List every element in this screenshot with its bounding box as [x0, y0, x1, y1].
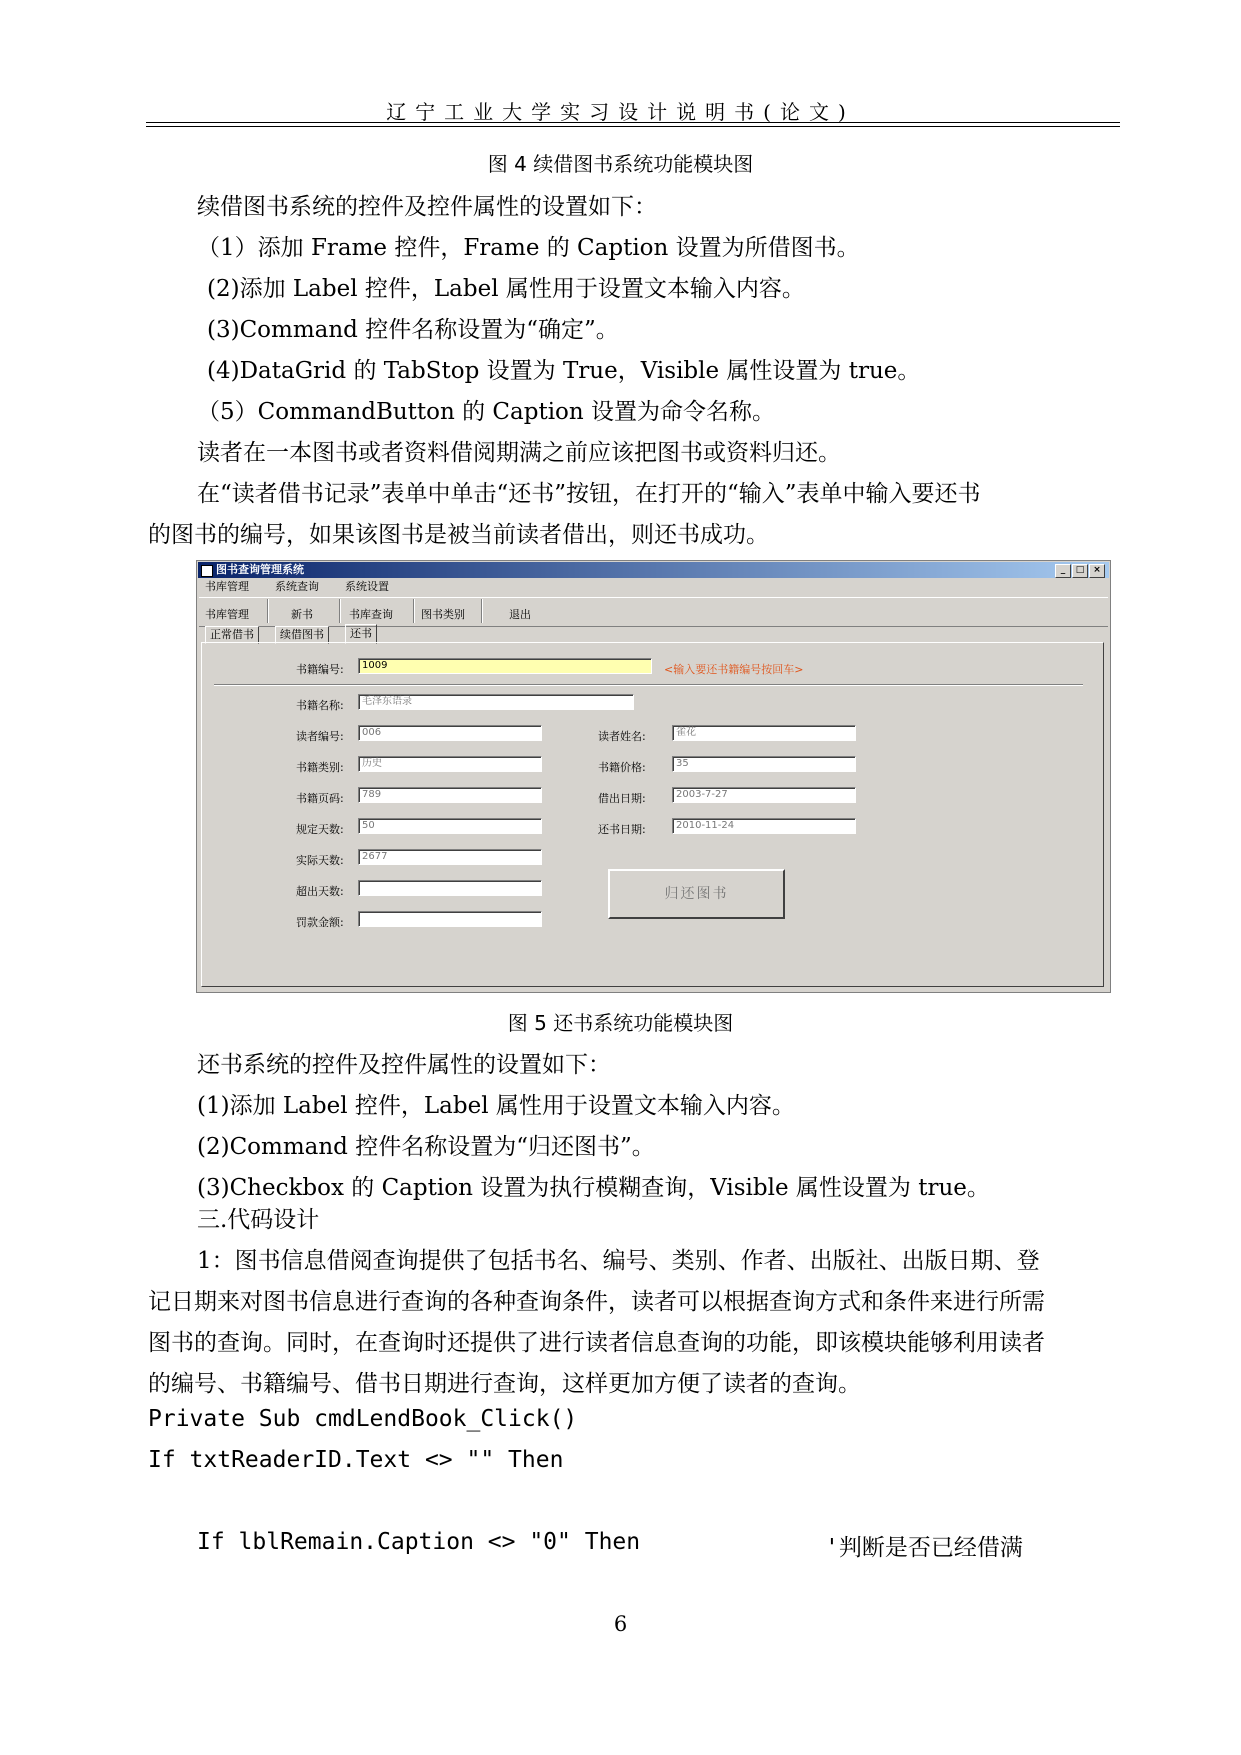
menu-system-settings[interactable]: 系统设置 — [345, 580, 389, 593]
code-section-heading: 三.代码设计 — [197, 1207, 320, 1233]
overdue-days-label: 超出天数: — [296, 885, 344, 898]
book-pages-field[interactable]: 789 — [358, 787, 542, 803]
toolbar-category-button[interactable]: 图书类别 — [421, 608, 465, 621]
code-line-2: If txtReaderID.Text <> "" Then — [148, 1447, 564, 1473]
fine-amount-field[interactable] — [358, 911, 542, 927]
tab-normal-borrow[interactable]: 正常借书 — [205, 626, 259, 644]
app-title: 图书查询管理系统 — [216, 563, 304, 576]
borrow-date-label: 借出日期: — [598, 792, 646, 805]
reader-no-label: 读者编号: — [296, 730, 344, 743]
book-no-hint: <输入要还书籍编号按回车> — [664, 663, 804, 676]
renew-item-3: (3)Command 控件名称设置为“确定”。 — [207, 317, 619, 343]
tab-renew[interactable]: 续借图书 — [275, 626, 329, 644]
toolbar-separator — [413, 599, 415, 623]
toolbar-book-query-button[interactable]: 书库查询 — [349, 608, 393, 621]
reader-name-field[interactable]: 雀花 — [672, 725, 856, 741]
required-days-field[interactable]: 50 — [358, 818, 542, 834]
renew-item-1: （1）添加 Frame 控件，Frame 的 Caption 设置为所借图书。 — [197, 235, 860, 261]
return-date-field[interactable]: 2010-11-24 — [672, 818, 856, 834]
return-item-3: (3)Checkbox 的 Caption 设置为执行模糊查询，Visible 属性设置为 true。 — [197, 1175, 990, 1201]
code-para-line-1: 1：图书信息借阅查询提供了包括书名、编号、类别、作者、出版社、出版日期、登 — [197, 1248, 1040, 1274]
reader-no-field[interactable]: 006 — [358, 725, 542, 741]
return-para-2-line-2: 的图书的编号，如果该图书是被当前读者借出，则还书成功。 — [148, 522, 769, 548]
code-comment: '判断是否已经借满 — [825, 1535, 1023, 1561]
book-no-label: 书籍编号: — [296, 663, 344, 676]
toolbar-separator — [267, 599, 269, 623]
return-para-1: 读者在一本图书或者资料借阅期满之前应该把图书或资料归还。 — [197, 440, 841, 466]
toolbar-exit-button[interactable]: 退出 — [509, 608, 531, 621]
code-line-3: If lblRemain.Caption <> "0" Then — [197, 1529, 641, 1555]
running-header: 辽宁工业大学实习设计说明书(论文) — [386, 100, 855, 124]
app-screenshot-window — [196, 560, 1111, 993]
book-no-input[interactable]: 1009 — [358, 658, 652, 674]
maximize-icon[interactable]: □ — [1072, 564, 1088, 578]
return-item-2: (2)Command 控件名称设置为“归还图书”。 — [197, 1134, 655, 1160]
book-name-field[interactable]: 毛泽东语录 — [358, 694, 634, 710]
toolbar — [199, 597, 1108, 627]
code-para-line-4: 的编号、书籍编号、借书日期进行查询，这样更加方便了读者的查询。 — [148, 1371, 861, 1397]
tab-return[interactable]: 还书 — [345, 624, 377, 644]
book-category-label: 书籍类别: — [296, 761, 344, 774]
code-para-line-2: 记日期来对图书信息进行查询的各种查询条件，读者可以根据查询方式和条件来进行所需 — [148, 1289, 1045, 1315]
menu-library[interactable]: 书库管理 — [205, 580, 249, 593]
actual-days-field[interactable]: 2677 — [358, 849, 542, 865]
return-para-2-line-1: 在“读者借书记录”表单中单击“还书”按钮，在打开的“输入”表单中输入要还书 — [197, 481, 981, 507]
borrow-date-field[interactable]: 2003-7-27 — [672, 787, 856, 803]
required-days-label: 规定天数: — [296, 823, 344, 836]
figure-4-caption: 图 4 续借图书系统功能模块图 — [487, 152, 754, 176]
panel-divider — [214, 684, 1083, 686]
figure-5-caption: 图 5 还书系统功能模块图 — [507, 1011, 734, 1035]
fine-amount-label: 罚款金额: — [296, 916, 344, 929]
toolbar-separator — [481, 599, 483, 623]
book-price-field[interactable]: 35 — [672, 756, 856, 772]
renew-item-2: (2)添加 Label 控件，Label 属性用于设置文本输入内容。 — [207, 276, 805, 302]
reader-name-label: 读者姓名: — [598, 730, 646, 743]
toolbar-separator — [339, 599, 341, 623]
close-icon[interactable]: × — [1089, 564, 1105, 578]
toolbar-new-book-button[interactable]: 新书 — [291, 608, 313, 621]
header-rule — [146, 122, 1120, 123]
code-para-line-3: 图书的查询。同时，在查询时还提供了进行读者信息查询的功能，即该模块能够利用读者 — [148, 1330, 1045, 1356]
book-pages-label: 书籍页码: — [296, 792, 344, 805]
return-intro: 还书系统的控件及控件属性的设置如下： — [197, 1052, 611, 1078]
menu-system-query[interactable]: 系统查询 — [275, 580, 319, 593]
toolbar-library-button[interactable]: 书库管理 — [205, 608, 249, 621]
app-icon — [201, 565, 213, 577]
code-line-1: Private Sub cmdLendBook_Click() — [148, 1406, 578, 1432]
overdue-days-field[interactable] — [358, 880, 542, 896]
renew-item-4: (4)DataGrid 的 TabStop 设置为 True，Visible 属性设置为 true。 — [207, 358, 921, 384]
header-rule-thin — [146, 126, 1120, 127]
return-panel — [201, 642, 1104, 987]
renew-item-5: （5）CommandButton 的 Caption 设置为命令名称。 — [197, 399, 776, 425]
page-number: 6 — [613, 1612, 628, 1636]
book-price-label: 书籍价格: — [598, 761, 646, 774]
actual-days-label: 实际天数: — [296, 854, 344, 867]
return-item-1: (1)添加 Label 控件，Label 属性用于设置文本输入内容。 — [197, 1093, 795, 1119]
book-name-label: 书籍名称: — [296, 699, 344, 712]
return-book-button[interactable]: 归还图书 — [608, 869, 785, 919]
renew-intro: 续借图书系统的控件及控件属性的设置如下： — [197, 194, 657, 220]
return-date-label: 还书日期: — [598, 823, 646, 836]
minimize-icon[interactable]: _ — [1055, 564, 1071, 578]
book-category-field[interactable]: 历史 — [358, 756, 542, 772]
app-title-bar — [198, 562, 1109, 578]
